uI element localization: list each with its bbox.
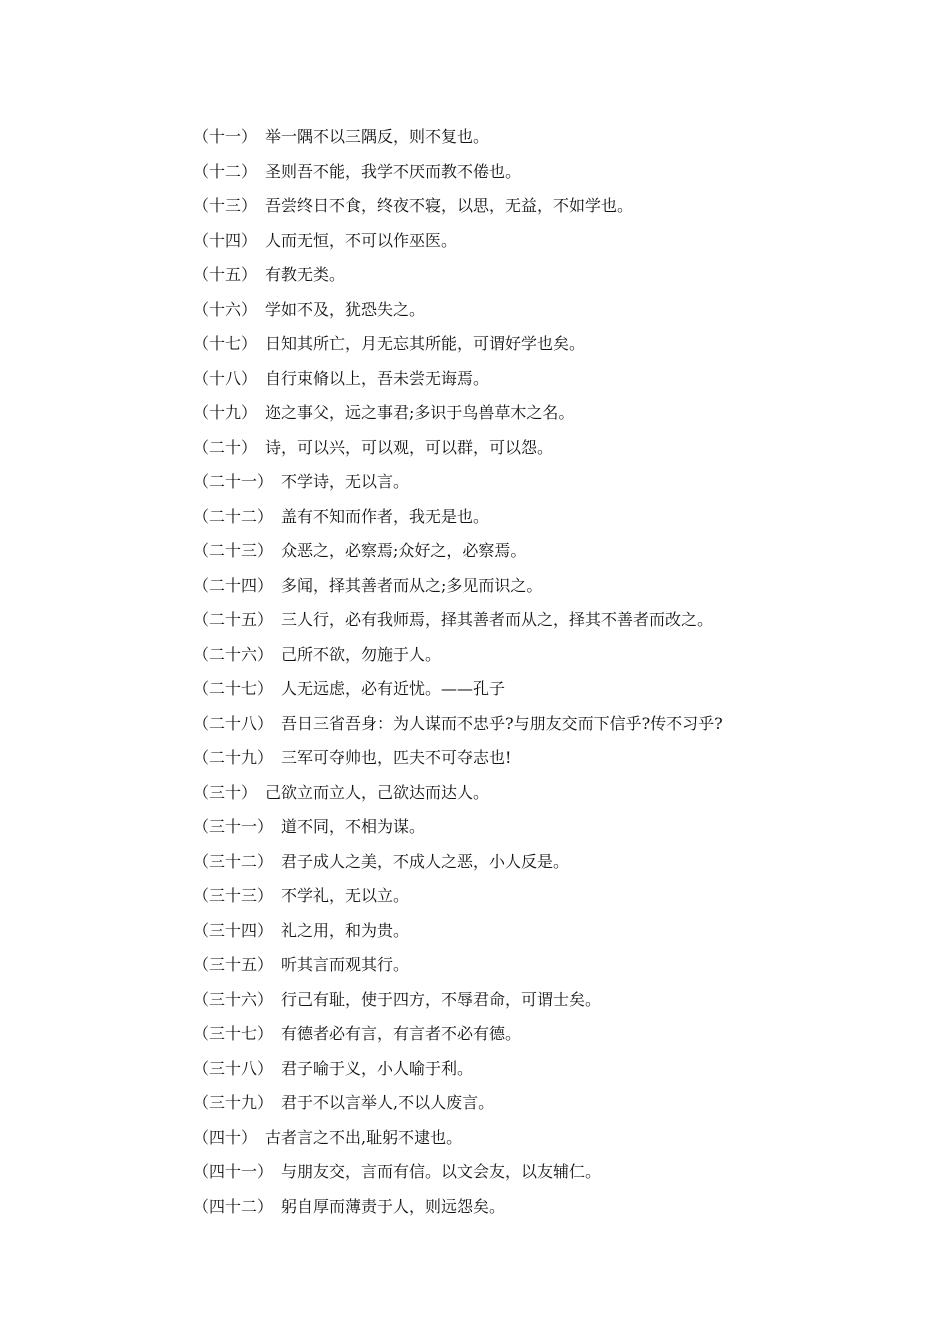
entry-number: （二十二） xyxy=(193,506,274,526)
quote-entry xyxy=(193,191,893,226)
entry-number: （十三） xyxy=(193,196,258,215)
entry-number: （三十五） xyxy=(193,955,274,974)
entry-text: 日知其所亡，月无忘其所能，可谓好学也矣。 xyxy=(265,334,586,353)
entry-text: 有教无类。 xyxy=(265,265,346,284)
quote-entry xyxy=(193,398,893,433)
quote-entry xyxy=(193,916,893,951)
entry-text: 人无远虑，必有近忧。——孔子 xyxy=(281,679,506,698)
quote-entry xyxy=(193,122,893,157)
quote-entry xyxy=(193,950,893,985)
entry-number: （二十三） xyxy=(193,541,274,560)
quote-entry xyxy=(193,847,893,882)
entry-text: 多闻，择其善者而从之;多见而识之。 xyxy=(281,575,543,595)
entry-number: （三十六） xyxy=(193,989,274,1009)
entry-number: （十七） xyxy=(193,334,258,353)
entry-number: （十六） xyxy=(193,299,258,319)
entry-text: 三军可夺帅也，匹夫不可夺志也! xyxy=(281,748,512,767)
entry-text: 躬自厚而薄责于人，则远怨矣。 xyxy=(281,1196,506,1216)
quote-entry xyxy=(193,812,893,847)
entry-text: 三人行，必有我师焉，择其善者而从之，择其不善者而改之。 xyxy=(281,610,714,629)
entry-text: 古者言之不出,耻躬不逮也。 xyxy=(265,1127,463,1147)
entry-number: （三十四） xyxy=(193,920,274,940)
entry-text: 己欲立而立人，己欲达而达人。 xyxy=(265,782,490,802)
entry-number: （十五） xyxy=(193,265,258,284)
entry-text: 众恶之，必察焉;众好之，必察焉。 xyxy=(281,541,527,560)
entry-number: （二十五） xyxy=(193,610,274,629)
entry-text: 有德者必有言，有言者不必有德。 xyxy=(281,1024,522,1043)
entry-number: （三十七） xyxy=(193,1024,274,1043)
entry-text: 君子成人之美，不成人之恶，小人反是。 xyxy=(281,851,570,871)
entry-number: （四十一） xyxy=(193,1162,274,1181)
quote-entry xyxy=(193,881,893,916)
entry-text: 礼之用，和为贵。 xyxy=(281,920,410,940)
entry-number: （四十） xyxy=(193,1127,258,1147)
quote-entry xyxy=(193,605,893,640)
quote-list xyxy=(193,122,893,1226)
entry-text: 迩之事父，远之事君;多识于鸟兽草木之名。 xyxy=(265,403,575,422)
quote-entry xyxy=(193,157,893,192)
entry-text: 君于不以言举人,不以人废言。 xyxy=(281,1093,495,1112)
quote-entry xyxy=(193,709,893,744)
quote-entry xyxy=(193,433,893,468)
quote-entry xyxy=(193,260,893,295)
entry-number: （十四） xyxy=(193,230,258,250)
entry-text: 道不同，不相为谋。 xyxy=(281,817,426,836)
entry-number: （三十） xyxy=(193,782,258,802)
quote-entry xyxy=(193,502,893,537)
entry-text: 圣则吾不能，我学不厌而教不倦也。 xyxy=(265,161,522,181)
quote-entry xyxy=(193,1157,893,1192)
entry-text: 行己有耻，使于四方，不辱君命，可谓士矣。 xyxy=(281,989,602,1009)
quote-entry xyxy=(193,640,893,675)
entry-number: （二十六） xyxy=(193,644,274,664)
quote-entry xyxy=(193,571,893,606)
quote-entry xyxy=(193,467,893,502)
entry-text: 举一隅不以三隅反，则不复也。 xyxy=(265,127,490,146)
entry-number: （十一） xyxy=(193,127,258,146)
quote-entry xyxy=(193,985,893,1020)
entry-text: 自行束脩以上，吾未尝无诲焉。 xyxy=(265,368,490,388)
entry-number: （三十三） xyxy=(193,886,274,905)
entry-number: （三十九） xyxy=(193,1093,274,1112)
entry-text: 吾日三省吾身：为人谋而不忠乎?与朋友交而下信乎?传不习乎? xyxy=(281,713,723,733)
entry-number: （三十八） xyxy=(193,1058,274,1078)
entry-text: 人而无恒，不可以作巫医。 xyxy=(265,230,458,250)
quote-entry xyxy=(193,1019,893,1054)
quote-entry xyxy=(193,1054,893,1089)
quote-entry xyxy=(193,364,893,399)
entry-number: （二十八） xyxy=(193,713,274,733)
entry-number: （二十九） xyxy=(193,748,274,767)
entry-number: （三十二） xyxy=(193,851,274,871)
entry-number: （二十四） xyxy=(193,575,274,595)
entry-text: 君子喻于义，小人喻于利。 xyxy=(281,1058,474,1078)
quote-entry xyxy=(193,1123,893,1158)
entry-number: （二十七） xyxy=(193,679,274,698)
entry-text: 己所不欲，勿施于人。 xyxy=(281,644,442,664)
entry-text: 听其言而观其行。 xyxy=(281,955,410,974)
entry-text: 学如不及，犹恐失之。 xyxy=(265,299,426,319)
quote-entry xyxy=(193,743,893,778)
entry-number: （四十二） xyxy=(193,1196,274,1216)
entry-number: （十九） xyxy=(193,403,258,422)
entry-number: （二十一） xyxy=(193,472,274,491)
quote-entry xyxy=(193,674,893,709)
quote-entry xyxy=(193,1088,893,1123)
entry-number: （二十） xyxy=(193,437,258,457)
entry-text: 诗，可以兴，可以观，可以群，可以怨。 xyxy=(265,437,554,457)
entry-text: 不学礼，无以立。 xyxy=(281,886,410,905)
quote-entry xyxy=(193,778,893,813)
entry-text: 吾尝终日不食，终夜不寝，以思，无益，不如学也。 xyxy=(265,196,634,215)
quote-entry xyxy=(193,329,893,364)
entry-text: 盖有不知而作者，我无是也。 xyxy=(281,506,490,526)
entry-number: （十八） xyxy=(193,368,258,388)
quote-entry xyxy=(193,226,893,261)
entry-text: 与朋友交，言而有信。以文会友，以友辅仁。 xyxy=(281,1162,602,1181)
quote-entry xyxy=(193,536,893,571)
entry-number: （三十一） xyxy=(193,817,274,836)
quote-entry xyxy=(193,295,893,330)
entry-number: （十二） xyxy=(193,161,258,181)
entry-text: 不学诗，无以言。 xyxy=(281,472,410,491)
quote-entry xyxy=(193,1192,893,1227)
